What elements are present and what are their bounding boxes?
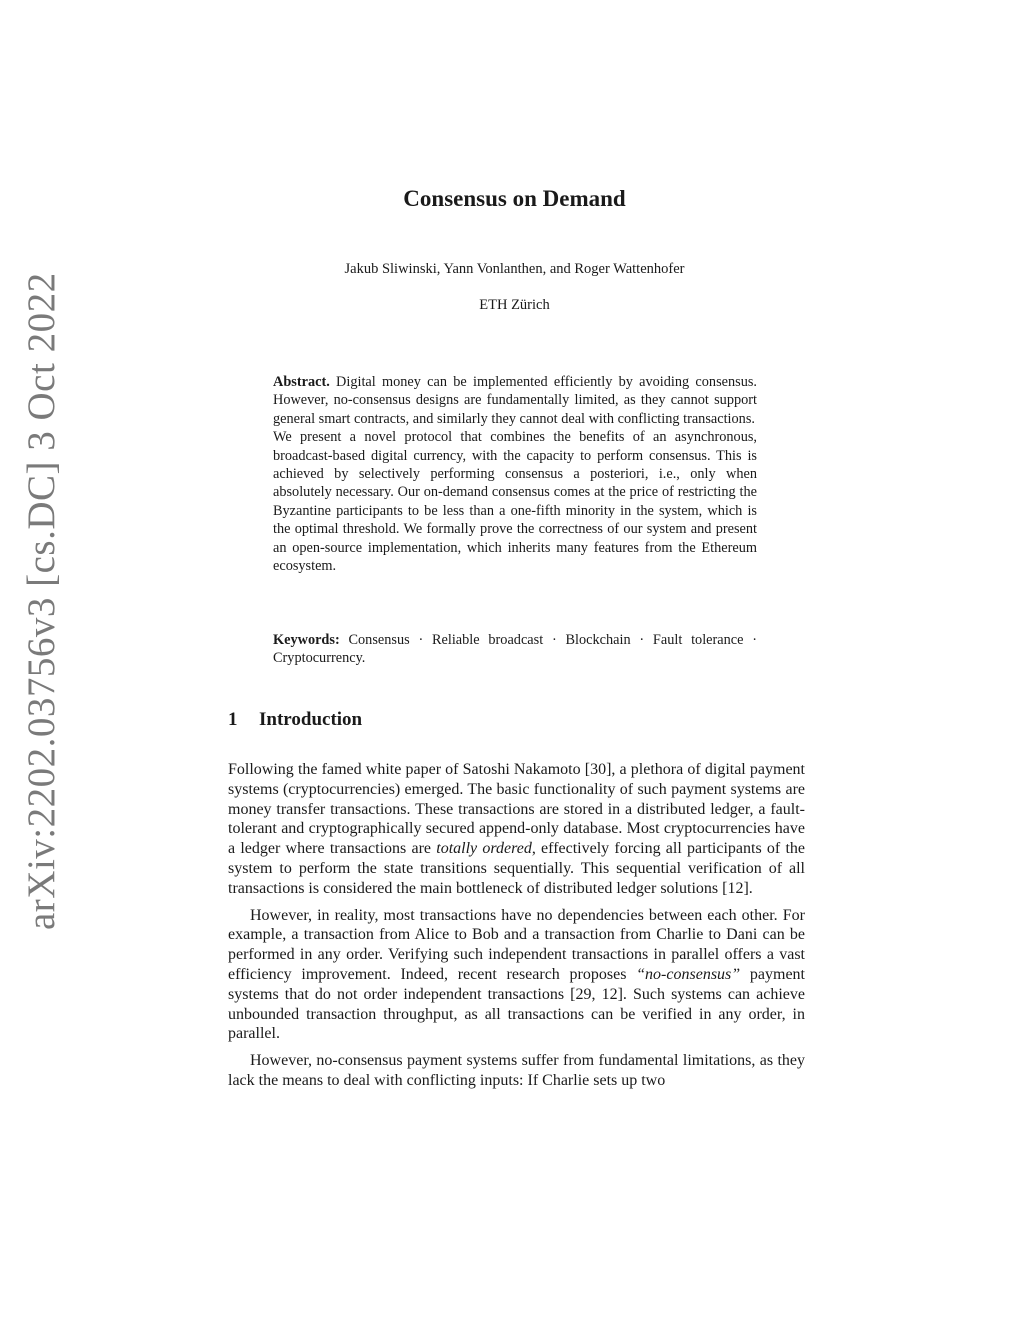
introduction-body [228, 760, 805, 1098]
intro-p1-start: Following the famed white paper of Satoshi Nakamoto [30], a plethora of digital payment systems (cryptocurrencies) emerged. The basic functionality of such payment systems are money transfer transactions. These transactions are stored in a distributed ledger, a fault-tolerant and cryptographically secured append-only database. Most cryptocurrencies have a ledger where transactions are [228, 761, 805, 858]
keywords-text: Consensus · Reliable broadcast · Blockchain · Fault tolerance · Cryptocurrency. [273, 632, 757, 667]
section-title: Introduction [259, 709, 363, 730]
keywords-label: Keywords: [273, 632, 340, 648]
abstract-text-1: Digital money can be implemented efficiently by avoiding consensus. However, no-consensus designs are fundamentally limited, as they cannot support general smart contracts, and similarly they cannot deal with conflicting transactions. [273, 374, 757, 427]
abstract-block [273, 373, 757, 575]
intro-p1-emphasis: totally ordered [436, 840, 532, 858]
intro-paragraph-2 [228, 906, 805, 1045]
abstract-label: Abstract. [273, 374, 330, 390]
keywords-block [273, 631, 757, 668]
intro-paragraph-1 [228, 760, 805, 899]
intro-paragraph-3: However, no-consensus payment systems suffer from fundamental limitations, as they lack the means to deal with conflicting inputs: If Charlie sets up two [228, 1052, 805, 1089]
intro-p1-end: , effectively forcing all participants of the system to perform the state transitions sequentially. This sequential verification of all transactions is considered the main bottleneck of distributed ledger solutions [12]. [228, 840, 805, 897]
arxiv-identifier-stamp: arXiv:2202.03756v3 [cs.DC] 3 Oct 2022 [20, 272, 63, 930]
abstract-paragraph-2: We present a novel protocol that combines the benefits of an asynchronous, broadcast-based digital currency, with the capacity to perform consensus. This is achieved by selectively performing consensus a posteriori, i.e., only when absolutely necessary. Our on-demand consensus comes at the price of restricting the Byzantine participants to be less than a one-fifth minority in the system, which is the optimal threshold. We formally prove the correctness of our system and present an open-source implementation, which inherits many features from the Ethereum ecosystem. [273, 429, 757, 575]
intro-p2-end: payment systems that do not order independent transactions [29, 12]. Such systems can achieve unbounded transaction throughput, as all transactions can be verified in any order, in parallel. [228, 965, 805, 1043]
intro-p2-emphasis: “no-consensus” [636, 965, 741, 983]
intro-p2-start: However, in reality, most transactions have no dependencies between each other. For example, a transaction from Alice to Bob and a transaction from Charlie to Dani can be performed in any order. Verifying such independent transactions in parallel offers a vast efficiency improvement. Indeed, recent research proposes [228, 906, 805, 983]
section-number: 1 [228, 709, 238, 730]
author-affiliation: ETH Zürich [479, 297, 550, 313]
author-list: Jakub Sliwinski, Yann Vonlanthen, and Roger Wattenhofer [344, 261, 685, 277]
section-heading-introduction [228, 709, 362, 731]
abstract-paragraph-1 [273, 373, 757, 428]
paper-title: Consensus on Demand [403, 186, 626, 211]
